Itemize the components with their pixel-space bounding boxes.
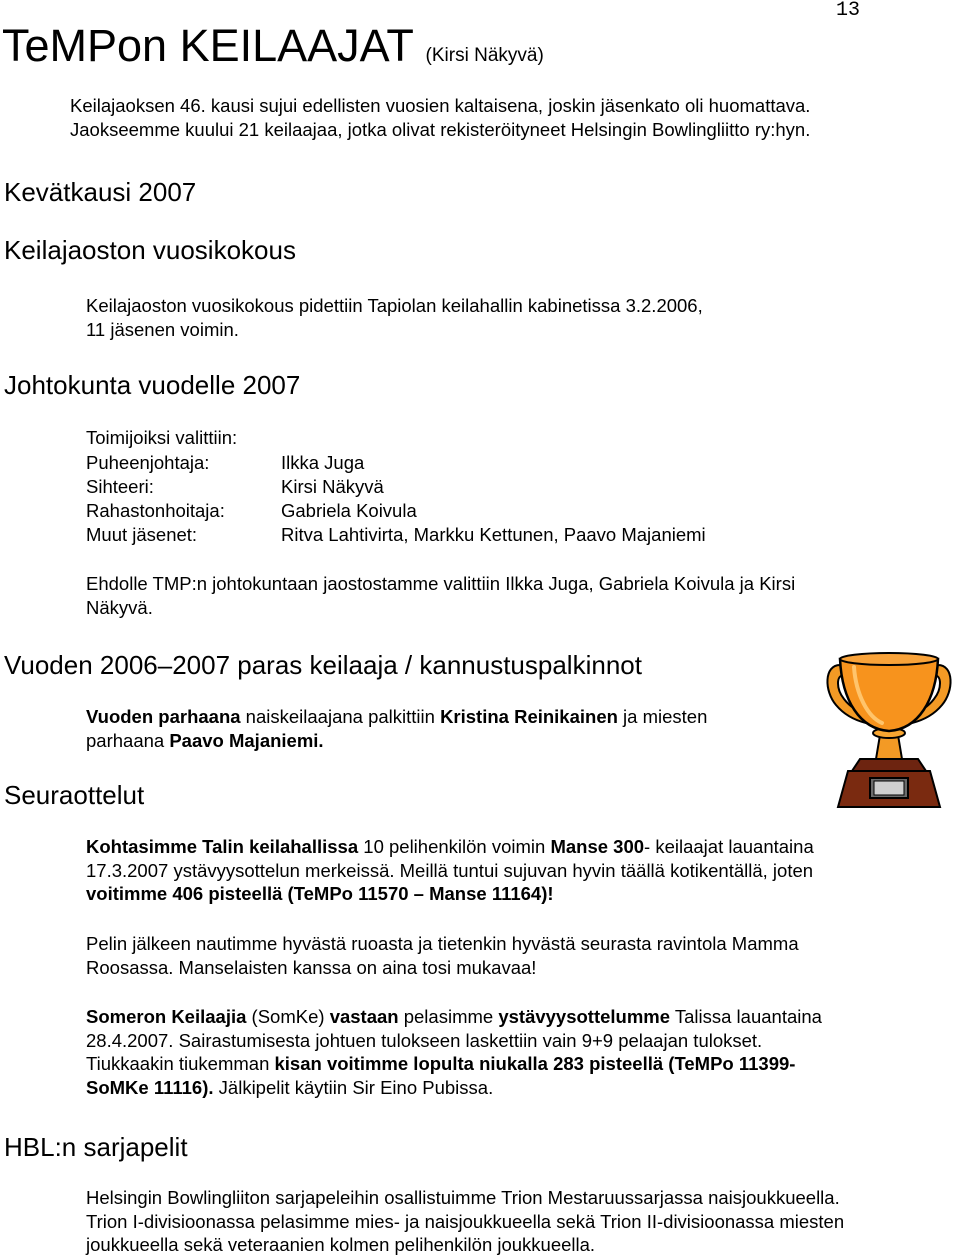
matches-text: Talissa lauantaina [670, 1006, 822, 1027]
board-note [86, 572, 946, 619]
league-line: Trion I-divisioonassa pelasimme mies- ja naisjoukkueella sekä Trion II-divisioonassa miesten [86, 1210, 845, 1232]
trophy-icon [822, 651, 956, 809]
board-note-line: Ehdolle TMP:n johtokuntaan jaostostamme valittiin Ilkka Juga, Gabriela Koivula ja Kirsi [86, 573, 796, 594]
league-line: joukkueella sekä veteraanien kolmen pelihenkilön joukkueella. [86, 1234, 596, 1255]
matches-bold: SoMKe 11116). [86, 1076, 214, 1098]
board-role-name: Ilkka Juga [281, 452, 365, 473]
title-author: (Kirsi Näkyvä) [425, 45, 544, 66]
board-heading: Johtokunta vuodelle 2007 [4, 370, 301, 400]
intro-line: Jaokseemme kuului 21 keilaajaa, jotka olivat rekisteröityneet Helsingin Bowlingliitto ry:hyn. [70, 118, 811, 140]
matches-bold: vastaan [329, 1006, 399, 1027]
meeting-paragraph [86, 294, 946, 341]
matches-text: pelasimme [398, 1006, 499, 1027]
matches-heading: Seuraottelut [4, 780, 145, 810]
award-line [86, 705, 816, 729]
matches-result: voitimme 406 pisteellä (TeMPo 11570 – Manse 11164)! [86, 883, 554, 904]
board-role-name: Gabriela Koivula [281, 500, 417, 521]
matches-line: 28.4.2007. Sairastumisesta johtuen tulokseen laskettiin vain 9+9 pelaajan tulokset. [86, 1029, 763, 1051]
league-paragraph [86, 1186, 956, 1257]
matches-paragraph-1 [86, 835, 952, 906]
meeting-heading: Keilajaoston vuosikokous [4, 235, 296, 265]
matches-paragraph-2 [86, 932, 952, 979]
matches-line: Pelin jälkeen nautimme hyvästä ruoasta ja tietenkin hyvästä seurasta ravintola Mamma [86, 933, 799, 954]
matches-line [86, 1005, 952, 1029]
matches-bold: ystävyysottelumme [498, 1006, 671, 1027]
matches-line: 17.3.2007 ystävyysottelun merkeissä. Meillä tuntui sujuvan hyvin täällä kotikentällä, joten [86, 859, 814, 881]
matches-text: 10 pelihenkilön voimin [358, 836, 551, 857]
matches-text: - keilaajat lauantaina [644, 836, 814, 857]
board-note-line: Näkyvä. [86, 596, 153, 618]
matches-bold: kisan voitimme lopulta niukalla 283 pisteellä (TeMPo 11399- [274, 1053, 796, 1074]
board-role-label: Rahastonhoitaja: [86, 500, 225, 521]
board-role-name: Kirsi Näkyvä [281, 476, 384, 497]
matches-text: Jälkipelit käytiin Sir Eino Pubissa. [213, 1076, 494, 1098]
board-role-label: Puheenjohtaja: [86, 452, 210, 473]
award-heading: Vuoden 2006–2007 paras keilaaja / kannustuspalkinnot [4, 650, 642, 680]
matches-line [86, 1052, 952, 1076]
intro-line: Keilajaoksen 46. kausi sujui edellisten vuosien kaltaisena, joskin jäsenkato oli huomattava. [70, 95, 811, 116]
award-text: naiskeilaajana palkittiin [240, 706, 441, 727]
matches-bold: Someron Keilaajia [86, 1006, 247, 1027]
matches-text: (SomKe) [246, 1006, 330, 1027]
intro-paragraph [70, 94, 950, 141]
award-paragraph [86, 705, 816, 752]
league-line: Helsingin Bowlingliiton sarjapeleihin osallistuimme Trion Mestaruussarjassa naisjoukkueella. [86, 1187, 840, 1208]
award-bold: Vuoden parhaana [86, 706, 241, 727]
title-main: TeMPon KEILAAJAT [2, 20, 414, 71]
matches-line [86, 835, 952, 859]
award-text: ja miesten [617, 706, 708, 727]
season-heading: Kevätkausi 2007 [4, 177, 197, 207]
board-role-label: Sihteeri: [86, 476, 154, 497]
award-winner-female: Kristina Reinikainen [440, 706, 618, 727]
page-title [2, 20, 544, 82]
page-number: 13 [836, 0, 861, 22]
meeting-line: 11 jäsenen voimin. [86, 318, 239, 340]
board-role-name: Ritva Lahtivirta, Markku Kettunen, Paavo Majaniemi [281, 524, 706, 545]
matches-text: Tiukkaakin tiukemman [86, 1053, 275, 1074]
matches-line [86, 882, 952, 906]
matches-bold: Manse 300 [550, 836, 645, 857]
league-heading: HBL:n sarjapelit [4, 1132, 188, 1162]
matches-line: Roosassa. Manselaisten kanssa on aina tosi mukavaa! [86, 956, 537, 978]
award-line [86, 729, 816, 753]
award-winner-male: Paavo Majaniemi. [169, 729, 324, 751]
award-text: parhaana [86, 729, 170, 751]
board-role-label: Muut jäsenet: [86, 524, 198, 545]
meeting-line: Keilajaoston vuosikokous pidettiin Tapiolan keilahallin kabinetissa 3.2.2006, [86, 295, 703, 316]
matches-line [86, 1076, 952, 1100]
board-intro: Toimijoiksi valittiin: [86, 427, 238, 448]
matches-bold: Kohtasimme Talin keilahallissa [86, 836, 359, 857]
matches-paragraph-3 [86, 1005, 952, 1099]
